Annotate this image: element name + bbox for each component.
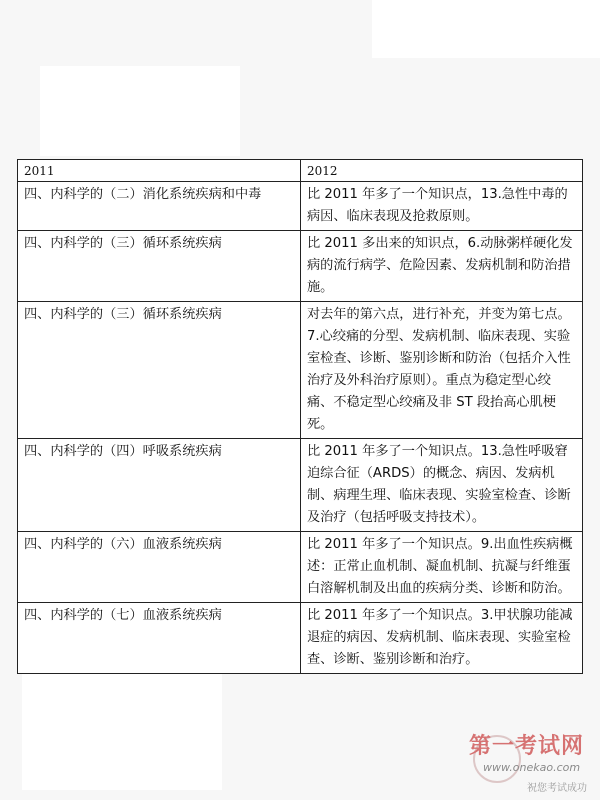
cell-2012: 比 2011 年多了一个知识点。13.急性呼吸窘迫综合征（ARDS）的概念、病因、发病机制、病理生理、临床表现、实验室检查、诊断及治疗（包括呼吸支持技术）。 (301, 439, 583, 532)
header-cell-2012: 2012 (301, 160, 583, 182)
comparison-table (17, 159, 583, 674)
cell-2011: 四、内科学的（七）血液系统疾病 (18, 603, 301, 674)
blank-region (372, 0, 600, 58)
cell-2011: 四、内科学的（二）消化系统疾病和中毒 (18, 182, 301, 231)
table-row (18, 302, 583, 439)
watermark-slogan: 祝您考试成功 (527, 783, 587, 794)
table-row (18, 603, 583, 674)
cell-2011: 四、内科学的（三）循环系统疾病 (18, 231, 301, 302)
cell-2012: 比 2011 多出来的知识点，6.动脉粥样硬化发病的流行病学、危险因素、发病机制和防治措施。 (301, 231, 583, 302)
blank-region (40, 66, 240, 156)
cell-2011: 四、内科学的（六）血液系统疾病 (18, 532, 301, 603)
watermark-title: 第一考试网 (469, 733, 585, 759)
table-row (18, 532, 583, 603)
comparison-table-container (17, 159, 582, 674)
site-watermark (455, 725, 595, 800)
table-row (18, 182, 583, 231)
cell-2012: 比 2011 年多了一个知识点。3.甲状腺功能减退症的病因、发病机制、临床表现、实验室检查、诊断、鉴别诊断和治疗。 (301, 603, 583, 674)
table-header-row (18, 160, 583, 182)
cell-2011: 四、内科学的（三）循环系统疾病 (18, 302, 301, 439)
table-row (18, 231, 583, 302)
cell-2012: 比 2011 年多了一个知识点。9.出血性疾病概述：正常止血机制、凝血机制、抗凝与纤维蛋白溶解机制及出血的疾病分类、诊断和防治。 (301, 532, 583, 603)
watermark-url: www.onekao.com (483, 761, 581, 774)
cell-2011: 四、内科学的（四）呼吸系统疾病 (18, 439, 301, 532)
header-cell-2011: 2011 (18, 160, 301, 182)
table-row (18, 439, 583, 532)
cell-2012: 对去年的第六点，进行补充，并变为第七点。7.心绞痛的分型、发病机制、临床表现、实验室检查、诊断、鉴别诊断和防治（包括介入性治疗及外科治疗原则）。重点为稳定型心绞痛、不稳定型心绞痛及非 ST 段抬高心肌梗死。 (301, 302, 583, 439)
cell-2012: 比 2011 年多了一个知识点，13.急性中毒的病因、临床表现及抢救原则。 (301, 182, 583, 231)
